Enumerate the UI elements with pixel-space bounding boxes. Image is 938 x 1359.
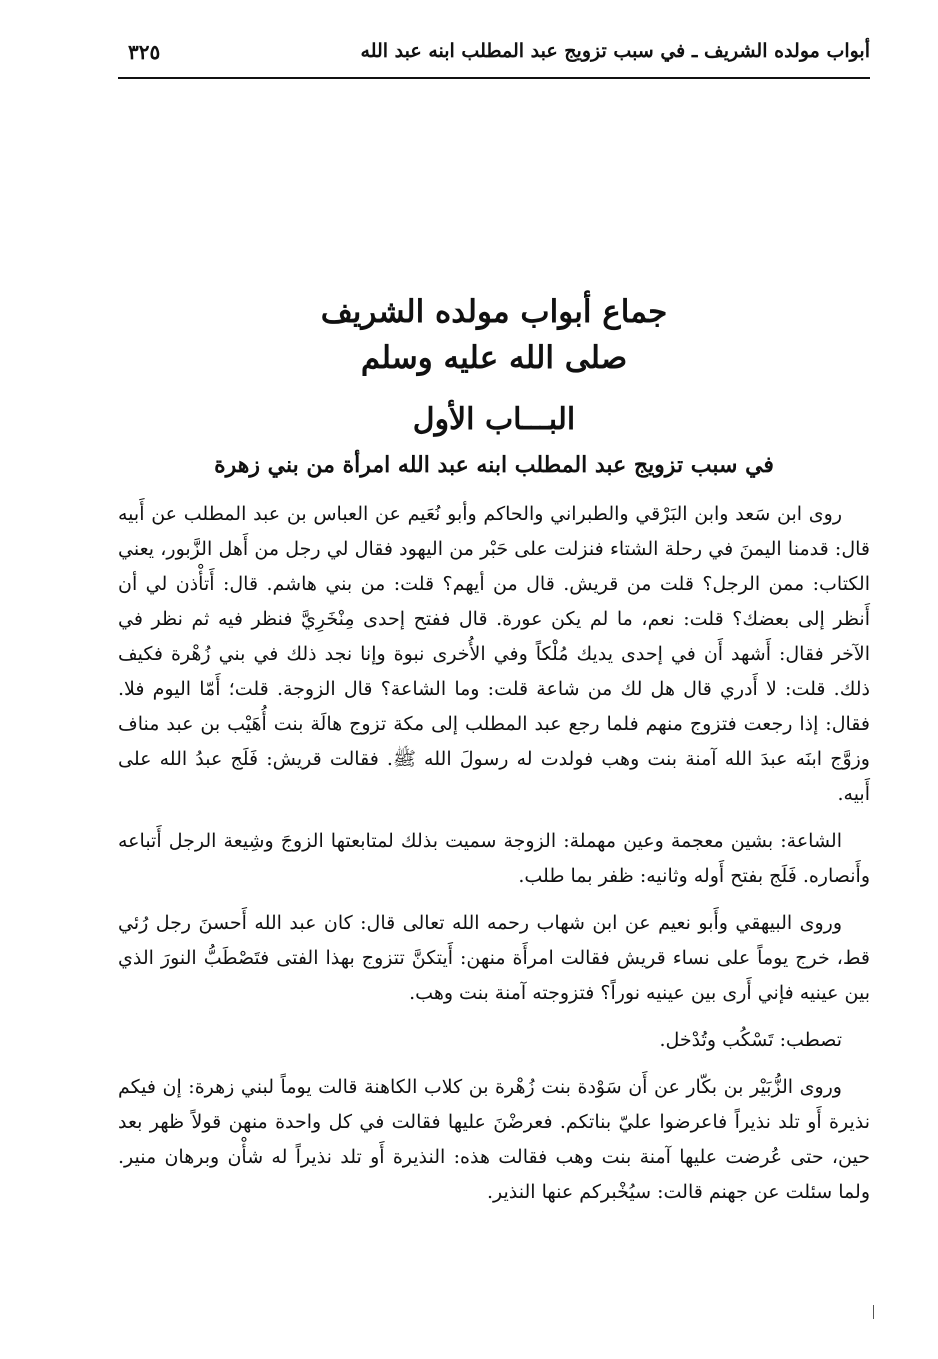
margin-mark — [873, 1305, 874, 1319]
chapter-heading: البـــاب الأول — [412, 402, 576, 437]
section-title-line-1: جماع أبواب مولده الشريف — [320, 294, 668, 330]
running-title: أبواب مولده الشريف ـ في سبب تزويج عبد المطلب ابنه عبد الله — [360, 40, 870, 62]
paragraph-5: وروى الزُّبَيْر بن بكّار عن أَن سَوْدة بنت زُهْرة بن كلاب الكاهنة قالت يوماً لبني زهرة: إن فيكم نذيرة أَو تلد نذيراً فاعرضوا عليّ بناتكم. فعرضْنَ عليها فقالت في كل واحدة منهن قولاً ظهر بعد حين، حتى عُرضت عليها آمنة بنت وهب فقالت هذه: النذيرة أَو تلد نذيراً له شأْن وبرهان منير. ولما سئلت عن جهنم قالت: سيُخْبركم عنها النذير. — [118, 1076, 870, 1203]
page-header — [118, 38, 870, 76]
section-title-line-2: صلى الله عليه وسلم — [360, 340, 628, 376]
paragraph-3: وروى البيهقي وأَبو نعيم عن ابن شهاب رحمه الله تعالى قال: كان عبد الله أَحسنَ رجل رُئي قط، خرج يوماً على نساء قريش فقالت امرأَة منهن: أَيتكنَّ تتزوج بهذا الفتى فتَصْطَبُّ النورَ الذي بين عينيه فإني أَرى بين عينيه نوراً؟ فتزوجته آمنة بنت وهب. — [118, 912, 870, 1004]
header-rule — [118, 77, 870, 79]
page-number: ٣٢٥ — [128, 40, 161, 64]
chapter-subtitle: في سبب تزويج عبد المطلب ابنه عبد الله امرأة من بني زهرة — [214, 452, 774, 478]
body-text — [118, 497, 870, 1210]
paragraph-2: الشاعة: بشين معجمة وعين مهملة: الزوجة سميت بذلك لمتابعتها الزوجَ وشِيعة الرجل أَتباعه وأَنصاره. فَلَج بفتح أَوله وثانيه: ظفر بما طلب. — [118, 830, 870, 887]
paragraph-1: روى ابن سَعد وابن البَرْقي والطبراني والحاكم وأبو نُعَيم عن العباس بن عبد المطلب عن أَبيه قال: قدمنا اليمنَ في رحلة الشتاء فنزلت على حَبْر من اليهود فقال لي رجل من أَهل الزَّبور، يعني الكتاب: ممن الرجل؟ قلت من قريش. قال من أيهم؟ قلت: من بني هاشم. قال: أَتأْذن لي أن أَنظر إلى بعضك؟ قلت: نعم، ما لم يكن عورة. قال ففتح إحدى مِنْخَرِيَّ فنظر فيه ثم نظر في الآخر فقال: أَشهد أَن في إحدى يديك مُلْكاً وفي الأُخرى نبوة وإنا نجد ذلك في بني زُهْرة فكيف ذلك. قلت: لا أَدري قال هل لك من شاعة قلت: وما الشاعة؟ قال الزوجة. قلت؛ أَمّا اليوم فلا. فقال: إذا رجعت فتزوج منهم فلما رجع عبد المطلب إلى مكة تزوج هالَة بنت أُهَيْب بن عبد مناف وزوَّج ابنَه عبدَ الله آمنة بنت وهب فولدت له رسولَ الله ﷺ. فقالت قريش: فَلَج عبدُ الله على أَبيه. — [118, 503, 870, 805]
paragraph-4: تصطب: تَسْكُب وتُدْخل. — [659, 1029, 842, 1051]
